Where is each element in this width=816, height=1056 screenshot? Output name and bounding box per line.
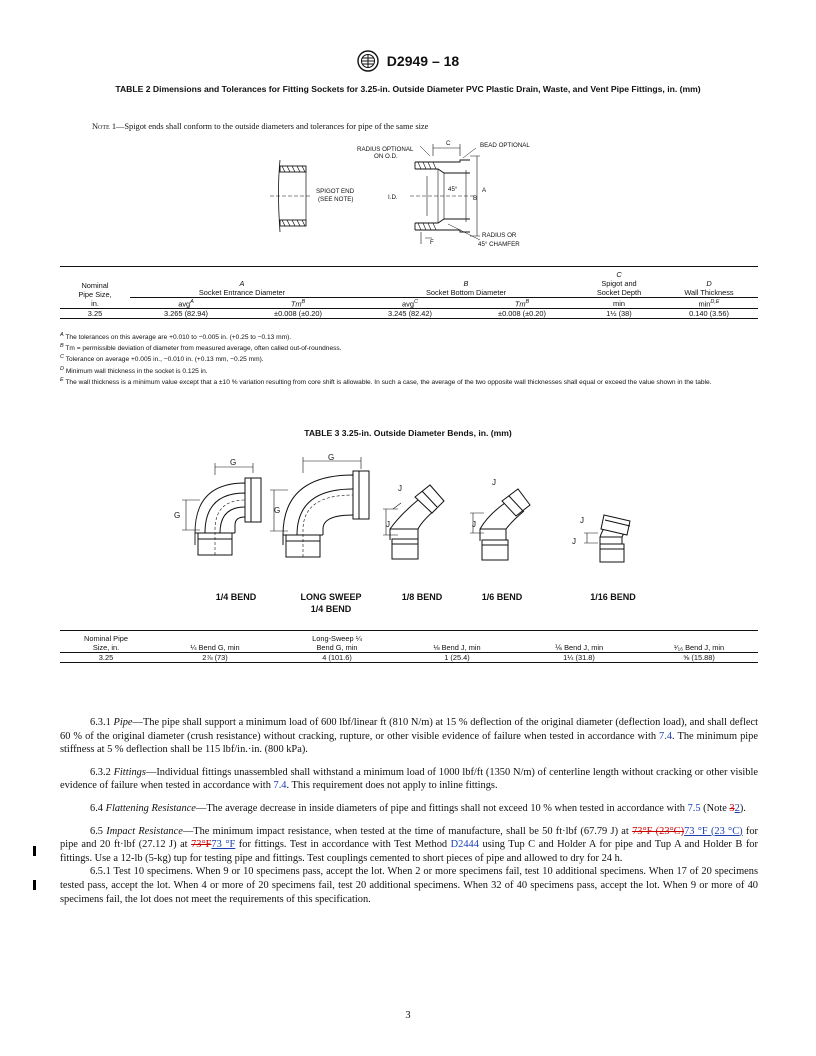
table3-bends [60,630,758,663]
document-header [0,50,816,72]
cell: 3.245 (82.42) [388,309,432,319]
footnote: $^D$ Minimum wall thickness in the socket is 0.125 in. [60,365,208,375]
cell: 3.265 (82.94) [164,309,208,319]
bead-optional-label: BEAD OPTIONAL [480,142,530,149]
on-od-label: ON O.D. [374,153,398,160]
th-d-min: $\min^{D,E}$ [660,298,758,309]
table2-footnotes [60,331,758,387]
link-7-5[interactable]: 7.5 [687,802,701,814]
cell: 1 (25.4) [444,653,470,662]
bend-label: 1/4 BEND [215,592,257,602]
dim-b-label: B [473,195,478,202]
chamfer-label: 45° CHAMFER [478,241,520,248]
bend-label: 1/16 BEND [590,592,636,602]
th-nominal: Nominal Pipe Size, in. [78,281,112,309]
dim-j-label: J [492,478,496,487]
change-bar [33,846,36,856]
dim-g-label: G [230,458,237,467]
link-7-4[interactable]: 7.4 [659,730,673,742]
document-designation: D2949 – 18 [386,53,460,69]
long-sweep-bend-drawing [270,457,369,557]
page-number: 3 [405,1010,411,1021]
radius-optional-label: RADIUS OPTIONAL [357,146,414,153]
cell: 2⅞ (73) [202,653,228,662]
cell: 3.25 [87,309,103,319]
th-nominal-pipe: Nominal Pipe Size, in. [84,634,128,652]
th-b-tm: $Tm^B$ [466,298,578,309]
cell: 1½ (38) [606,309,632,319]
th-c-min: min [578,298,660,309]
footnote: $^A$ The tolerances on this average are +0.010 to −0.005 in. (+0.25 to −0.13 mm). [60,332,292,342]
bend-label: 1/8 BEND [401,592,443,602]
note-text: 1—Spigot ends shall conform to the outside diameters and tolerances for pipe of the same size [109,122,429,131]
spigot-end-drawing [270,160,310,232]
socket-figure [270,136,560,254]
section-6-3-2: 6.3.2 Fittings—Individual fittings unassembled shall withstand a minimum load of 1000 lbf/ft (1350 N/m) of centerline length without cracking or other visible evidence of failure when tested in accordance with 7.4. This requirement does not apply to inline fittings. [60,766,758,792]
sixteenth-bend-drawing [584,515,630,562]
bend-label: LONG SWEEP 1/4 BEND [300,592,362,614]
bend-label: 1/6 BEND [481,592,523,602]
angle-label: 45° [448,186,458,193]
table2-caption: TABLE 2 Dimensions and Tolerances for Fitting Sockets for 3.25-in. Outside Diameter PVC Plastic Drain, Waste, and Vent Pipe Fittings, in. (mm) [115,84,701,94]
cell: 1¼ (31.8) [563,653,595,662]
inserted-text: 2 [734,802,740,814]
section-6-3-1: 6.3.1 Pipe—The pipe shall support a minimum load of 600 lbf/linear ft (810 N/m) at 15 % deflection of the original diameter (deflection load), and shall deflect 60 % of the original diameter (crush resistance) without cracking, rupture, or other visible evidence of failure when tested in accordance with 7.4. The minimum pipe stiffness at 5 % deflection shall be 115 lbf/in.·in. (800 kPa). [60,717,758,756]
cell: ±0.008 (±0.20) [274,309,322,319]
th-eighth-bend: ⅛ Bend J, min [433,643,481,652]
section-6-5: 6.5 Impact Resistance—The minimum impact resistance, when tested at the time of manufacture, shall be 50 ft·lbf (67.79 J) at 73°F (23°C)73 °F (23 °C) for pipe and 20 ft·lbf (27.12 J) at 73°F73 °F for fittings. Test in accordance with Test Method D2444 using Tup C and Holder A for pipe and Tup A and Holder B for fittings. Use a 12-lb (5-kg) tup for testing pipe and fittings. Test couplings cemented to short pieces of pipe and allowed to dry for 24 h. [60,825,758,864]
dim-j-label: J [386,520,390,529]
change-bar [33,880,36,890]
dim-g-label: G [274,506,281,515]
deleted-text: 3 [729,802,735,814]
section-6-4: 6.4 Flattening Resistance—The average decrease in inside diameters of pipe and fittings shall not exceed 10 % when tested in accordance with 7.5 (Note 32). [90,802,746,814]
dim-f-label: F [430,239,434,246]
bends-figure [160,445,660,585]
id-label: I.D. [388,194,398,201]
footnote: $^E$ The wall thickness is a minimum value except that a ±10 % variation resulting from core shift is allowable. In such a case, the average of the two opposite wall thicknesses shall equal or exceed the value shown in the table. [60,376,712,386]
th-b-avg: avg$^C$ [354,298,466,309]
body-text [60,716,758,906]
spigot-label: SPIGOT END [316,188,355,195]
dim-c-label: C [446,140,451,147]
cell: 4 (101.6) [322,653,352,662]
section-6-5-1: 6.5.1 Test 10 specimens. When 9 or 10 specimens pass, accept the lot. When 2 or more specimens fail, test 10 additional specimens. When 17 of 20 specimens tested pass, accept the lot. When 4 or more of 20 specimens fail, test 20 additional specimens. When 32 of 40 specimens pass, accept the lot. When 9 or more of 40 specimens fail, the lot does not meet the requirements of this specification. [60,866,758,905]
dim-j-label: J [580,516,584,525]
table-row [60,653,758,663]
socket-drawing [410,144,480,244]
dim-g-label: G [328,453,335,462]
table2-dimensions [60,266,758,319]
th-a-tm: $Tm^B$ [242,298,354,309]
th-c: C Spigot and Socket Depth [596,270,642,297]
deleted-text: 73°F (23°C) [632,825,685,837]
quarter-bend-drawing [182,463,261,555]
inserted-text: 73 °F (23 °C) [684,825,743,837]
th-sixth-bend: ⅙ Bend J, min [554,643,604,652]
link-7-4[interactable]: 7.4 [273,780,287,792]
dim-j-label: J [398,484,402,493]
link-d2444[interactable]: D2444 [450,839,479,851]
th-long-sweep: Long-Sweep ¼ Bend G, min [312,634,362,652]
th-a: A Socket Entrance Diameter [198,279,286,297]
eighth-bend-drawing [383,485,444,559]
cell: ±0.008 (±0.20) [498,309,546,319]
dim-j-label: J [572,537,576,546]
table2-note [92,122,428,131]
dim-a-label: A [482,187,487,194]
footnote: $^B$ Tm = permissible deviation of diameter from measured average, often called out-of-roundness. [60,343,342,353]
dim-j-label: J [472,520,476,529]
sixth-bend-drawing [470,489,530,560]
cell: ⅝ (15.88) [683,653,715,662]
th-sixteenth-bend: ¹⁄₁₆ Bend J, min [673,643,725,652]
note-label: Note [92,122,110,131]
th-a-avg: avg$^A$ [130,298,242,309]
footnote: $^C$ Tolerance on average +0.005 in., −0.010 in. (+0.13 mm, −0.25 mm). [60,354,264,364]
inserted-text: 73 °F [211,839,236,851]
dim-g-label: G [174,511,181,520]
cell: 0.140 (3.56) [689,309,729,319]
radius-or-label: RADIUS OR [482,232,517,239]
th-b: B Socket Bottom Diameter [425,279,507,297]
deleted-text: 73°F [191,839,212,851]
th-d: D Wall Thickness [684,279,734,297]
cell: 3.25 [98,653,114,662]
astm-logo-icon [357,50,379,72]
th-quarter-bend: ¼ Bend G, min [190,643,240,652]
table3-caption: TABLE 3 3.25-in. Outside Diameter Bends, in. (mm) [304,428,512,438]
spigot-note-label: (SEE NOTE) [318,196,354,203]
table-row [60,309,758,319]
